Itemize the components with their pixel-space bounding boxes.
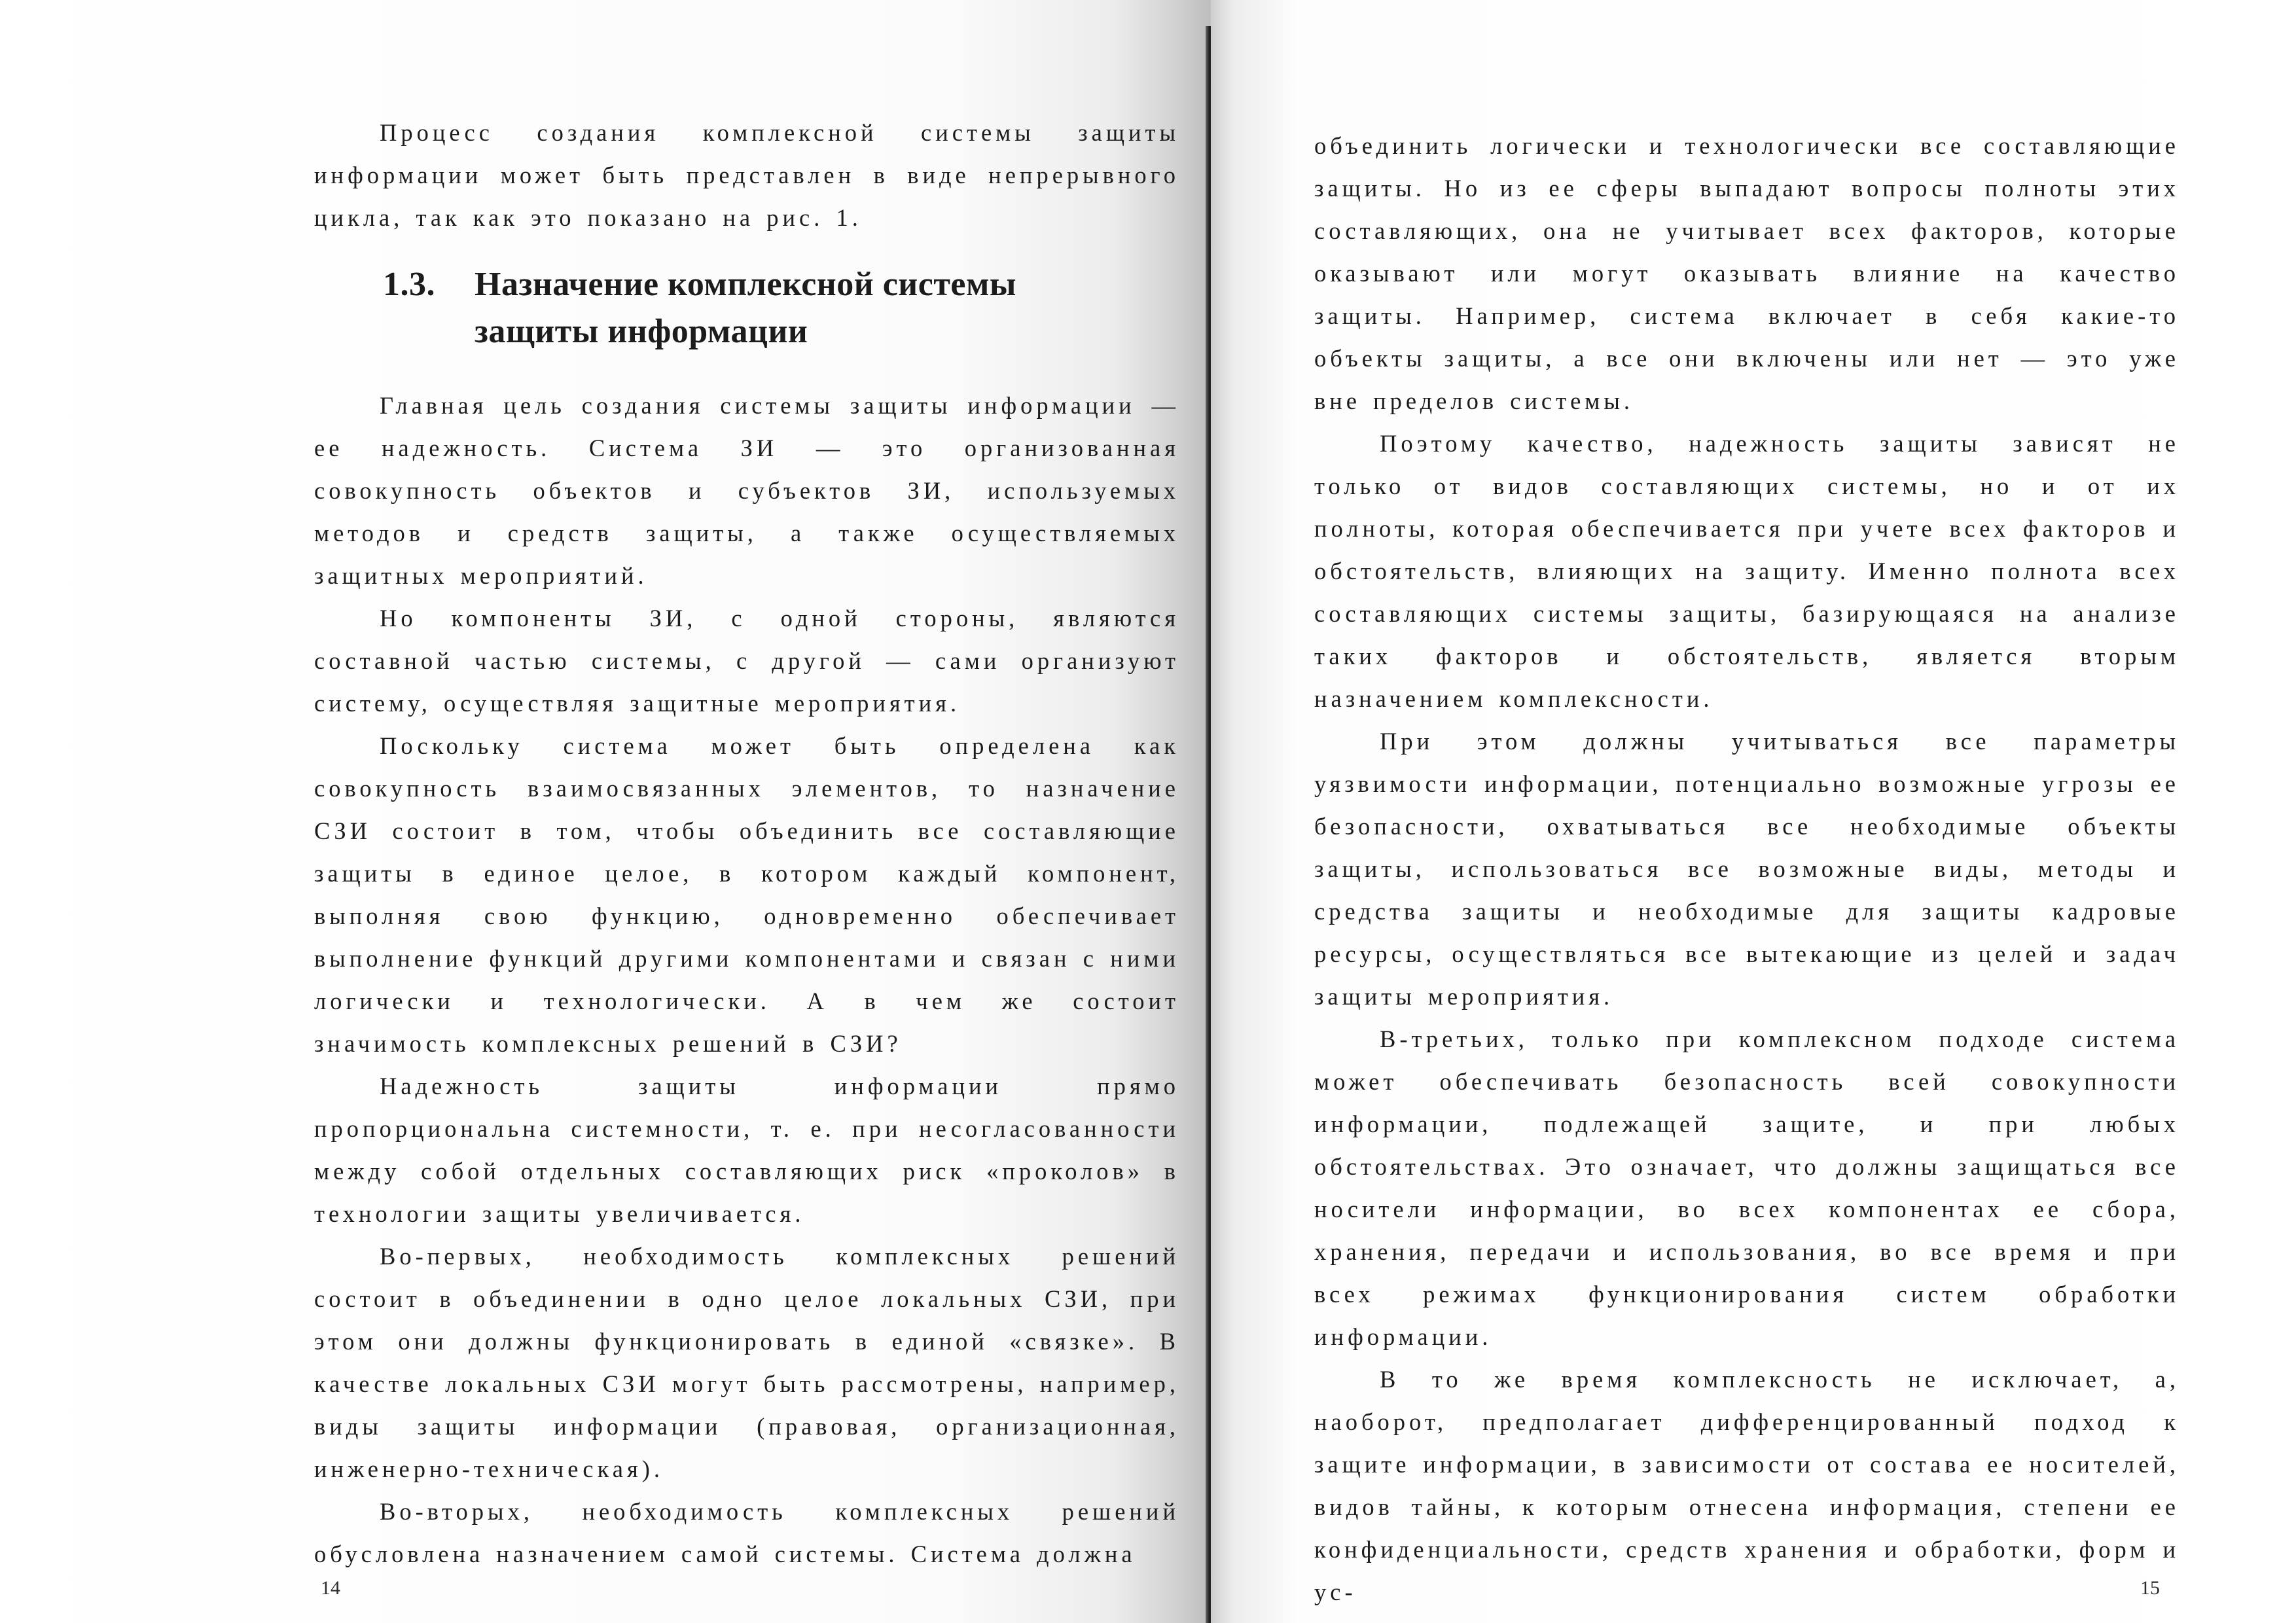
paragraph: Процесс создания комплексной системы защиты информации может быть представлен в виде непрерывного цикла, так как это показано на рис. 1. xyxy=(314,119,1179,231)
paragraph: Главная цель создания системы защиты информации — ее надежность. Система ЗИ — это организованная совокупность объектов и субъектов ЗИ, используемых методов и средств защиты, а также осуществляемых защитных мероприятий. xyxy=(314,392,1179,589)
paragraph: В-третьих, только при комплексном подходе система может обеспечивать безопасность всей совокупности информации, подлежащей защите, и при любых обстоятельствах. Это означает, что должны защищаться все носители информации, во всех компонентах ее сбора, хранения, передачи и использования, во все время и при всех режимах функционирования систем обработки информации. xyxy=(1314,1026,2179,1350)
section-number: 1.3. xyxy=(383,266,435,303)
paragraph: Поскольку система может быть определена как совокупность взаимосвязанных элементов, то назначение СЗИ состоит в том, чтобы объединить все составляющие защиты в единое целое, в котором каждый компонент, выполняя свою функцию, одновременно обеспечивает выполнение функций другими компонентами и связан с ними логически и технологически. А в чем же состоит значимость комплексных решений в СЗИ? xyxy=(314,732,1179,1057)
paragraph: Поэтому качество, надежность защиты зависят не только от видов составляющих системы, но и от их полноты, которая обеспечивается при учете всех факторов и обстоятельств, влияющих на защиту. Именно полнота всех составляющих системы защиты, базирующаяся на анализе таких факторов и обстоятельств, является вторым назначением комплексности. xyxy=(1314,430,2179,712)
right-page-text xyxy=(1314,124,2179,1613)
paragraph: Во-вторых, необходимость комплексных решений обусловлена назначением самой системы. Система должна xyxy=(314,1498,1179,1567)
section-title-line-1: Назначение комплексной системы xyxy=(475,266,1016,303)
paragraph: Надежность защиты информации прямо пропорциональна системности, т. е. при несогласованности между собой отдельных составляющих риск «проколов» в технологии защиты увеличивается. xyxy=(314,1073,1179,1227)
page-number-right: 15 xyxy=(2140,1577,2160,1599)
paragraph-continuation: объединить логически и технологически все составляющие защиты. Но из ее сферы выпадают вопросы полноты этих составляющих, она не учитывает всех факторов, которые оказывают или могут оказывать влияние на качество защиты. Например, система включает в себя какие-то объекты защиты, а все они включены или нет — это уже вне пределов системы. xyxy=(1314,132,2179,414)
paragraph: Но компоненты ЗИ, с одной стороны, являются составной частью системы, с другой — сами организуют систему, осуществляя защитные мероприятия. xyxy=(314,605,1179,717)
paragraph: В то же время комплексность не исключает, а, наоборот, предполагает дифференцированный подход к защите информации, в зависимости от состава ее носителей, видов тайны, к которым отнесена информация, степени ее конфиденциальности, средств хранения и обработки, форм и ус- xyxy=(1314,1366,2179,1605)
section-title-line-2: защиты информации xyxy=(475,313,808,350)
left-page-text xyxy=(314,111,1179,1575)
section-heading xyxy=(314,261,1179,355)
paragraph: Во-первых, необходимость комплексных решений состоит в объединении в одно целое локальных СЗИ, при этом они должны функционировать в единой «связке». В качестве локальных СЗИ могут быть рассмотрены, например, виды защиты информации (правовая, организационная, инженерно-техническая). xyxy=(314,1243,1179,1482)
paragraph: При этом должны учитываться все параметры уязвимости информации, потенциально возможные угрозы ее безопасности, охватываться все необходимые объекты защиты, использоваться все возможные виды, методы и средства защиты и необходимые для защиты кадровые ресурсы, осуществляться все вытекающие из целей и задач защиты мероприятия. xyxy=(1314,728,2179,1010)
page-number-left: 14 xyxy=(321,1577,340,1599)
